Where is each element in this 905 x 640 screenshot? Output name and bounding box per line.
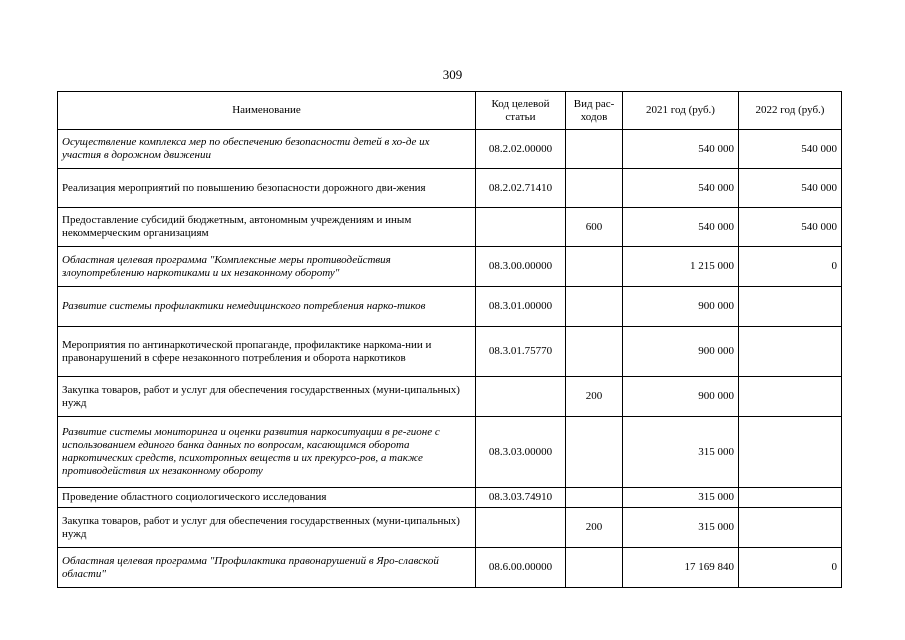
header-expense-type: Вид рас-ходов [566,92,623,130]
row-expense-type [566,488,623,508]
row-expense-type [566,417,623,488]
row-amount-2021: 315 000 [623,488,739,508]
table-row [58,508,842,548]
row-amount-2021: 540 000 [623,208,739,247]
row-name: Закупка товаров, работ и услуг для обеспечения государственных (муни-ципальных) нужд [58,377,476,417]
row-name: Проведение областного социологического исследования [58,488,476,508]
row-code: 08.3.01.00000 [476,287,566,327]
row-amount-2022 [739,508,842,548]
row-code [476,377,566,417]
row-amount-2022 [739,488,842,508]
row-amount-2022: 0 [739,548,842,588]
row-code: 08.2.02.71410 [476,169,566,208]
row-amount-2021: 900 000 [623,377,739,417]
row-amount-2021: 17 169 840 [623,548,739,588]
header-code: Код целевой статьи [476,92,566,130]
row-code [476,208,566,247]
row-amount-2021: 900 000 [623,327,739,377]
row-code: 08.3.01.75770 [476,327,566,377]
row-code: 08.3.03.74910 [476,488,566,508]
row-expense-type [566,327,623,377]
row-code: 08.2.02.00000 [476,130,566,169]
row-amount-2021: 1 215 000 [623,247,739,287]
row-name: Мероприятия по антинаркотической пропаганде, профилактике наркома-нии и правонарушений в сфере незаконного потребления и оборота наркотиков [58,327,476,377]
row-amount-2021: 315 000 [623,417,739,488]
header-2022: 2022 год (руб.) [739,92,842,130]
row-name: Предоставление субсидий бюджетным, автономным учреждениям и иным некоммерческим организациям [58,208,476,247]
header-2021: 2021 год (руб.) [623,92,739,130]
row-expense-type [566,130,623,169]
row-name: Развитие системы профилактики немедицинского потребления нарко-тиков [58,287,476,327]
table-row [58,169,842,208]
table-row [58,287,842,327]
row-amount-2022: 540 000 [739,169,842,208]
row-expense-type [566,247,623,287]
row-amount-2022: 540 000 [739,130,842,169]
page-number: 309 [442,67,463,82]
table-row [58,488,842,508]
row-name: Реализация мероприятий по повышению безопасности дорожного дви-жения [58,169,476,208]
table-row [58,417,842,488]
row-amount-2021: 540 000 [623,130,739,169]
row-expense-type [566,287,623,327]
row-code: 08.6.00.00000 [476,548,566,588]
row-expense-type: 600 [566,208,623,247]
header-name: Наименование [58,92,476,130]
row-code: 08.3.03.00000 [476,417,566,488]
row-amount-2022 [739,377,842,417]
table-row [58,208,842,247]
table-body [58,130,842,588]
row-amount-2021: 315 000 [623,508,739,548]
row-expense-type [566,169,623,208]
table-header-row [58,92,842,130]
row-amount-2021: 540 000 [623,169,739,208]
table-row [58,247,842,287]
row-expense-type: 200 [566,377,623,417]
row-amount-2022: 0 [739,247,842,287]
budget-table [57,91,842,588]
table-row [58,377,842,417]
row-name: Областная целевая программа "Профилактика правонарушений в Яро-славской области" [58,548,476,588]
row-expense-type [566,548,623,588]
row-amount-2021: 900 000 [623,287,739,327]
row-amount-2022 [739,417,842,488]
table-row [58,327,842,377]
row-name: Осуществление комплекса мер по обеспечению безопасности детей в хо-де их участия в дорожном движении [58,130,476,169]
row-code [476,508,566,548]
table-row [58,548,842,588]
row-amount-2022: 540 000 [739,208,842,247]
row-name: Развитие системы мониторинга и оценки развития наркоситуации в ре-гионе с использованием единого банка данных по вопросам, касающимся оборота наркотических средств, психотропных веществ и их прекурсо-ров, а также противодействия их незаконному обороту [58,417,476,488]
row-name: Областная целевая программа "Комплексные меры противодействия злоупотреблению наркотиками и их незаконному обороту" [58,247,476,287]
row-code: 08.3.00.00000 [476,247,566,287]
row-name: Закупка товаров, работ и услуг для обеспечения государственных (муни-ципальных) нужд [58,508,476,548]
row-amount-2022 [739,327,842,377]
row-amount-2022 [739,287,842,327]
row-expense-type: 200 [566,508,623,548]
table-row [58,130,842,169]
